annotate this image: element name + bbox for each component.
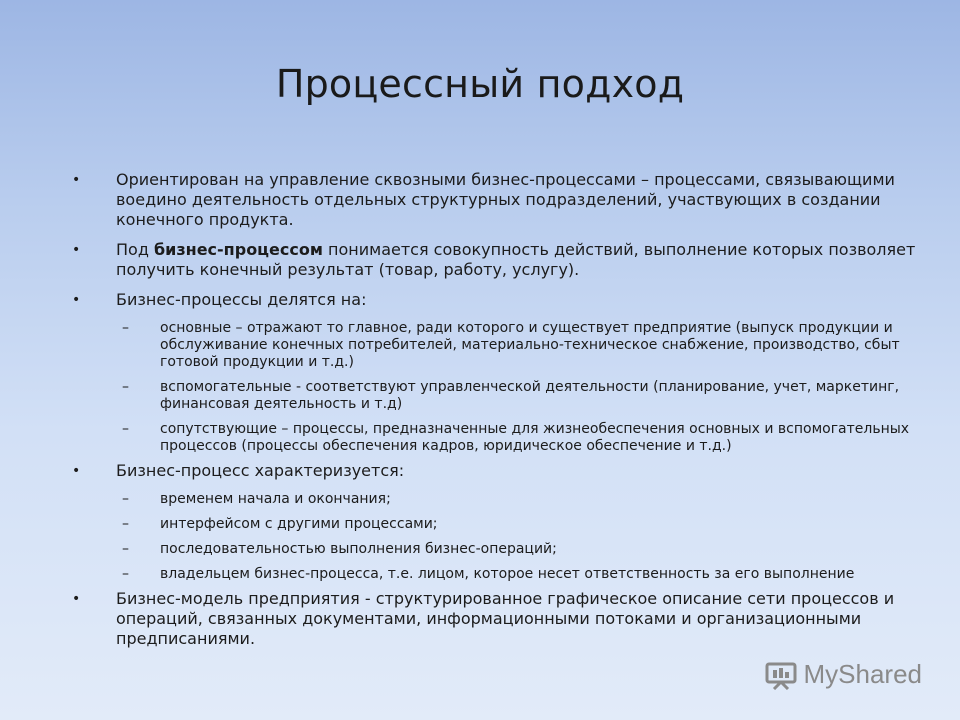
sub-bullet-dash: – [122, 421, 129, 437]
bullet-text-pre: Под [116, 240, 154, 259]
slide-title: Процессный подход [275, 62, 685, 106]
sub-bullet-text: владельцем бизнес-процесса, т.е. лицом, которое несет ответственность за его выполнение [160, 566, 855, 582]
sub-bullet-dash: – [122, 379, 129, 395]
bullet-1 [70, 170, 930, 230]
sub-bullet-dash: – [122, 516, 129, 532]
bullet-dot: • [72, 242, 81, 258]
sub-bullet [70, 491, 930, 508]
bullet-text: Бизнес-процессы делятся на: [116, 290, 367, 309]
bullet-dot: • [72, 172, 81, 188]
bullet-text: Бизнес-процесс характеризуется: [116, 461, 405, 480]
sub-bullet-text: временем начала и окончания; [160, 491, 391, 507]
sub-bullet-dash: – [122, 566, 129, 582]
bullet-dot: • [72, 591, 81, 607]
bullet-dot: • [72, 463, 81, 479]
slide-content [70, 170, 930, 659]
sub-bullet [70, 541, 930, 558]
bullet-4 [70, 461, 930, 481]
bullet-text: Бизнес-модель предприятия - структурированное графическое описание сети процессов и операций, связанных документами, информационными потоками и организационными предписаниями. [116, 589, 895, 648]
myshared-logo[interactable] [764, 659, 923, 690]
sub-bullet [70, 516, 930, 533]
sub-bullet [70, 379, 930, 413]
bullet-text-bold: бизнес-процессом [153, 240, 323, 259]
sub-bullet [70, 421, 930, 455]
bullet-dot: • [72, 292, 81, 308]
bullet-text-post: понимается совокупность действий, выполнение которых позволяет получить конечный результат (товар, работу, услугу). [116, 240, 916, 279]
sub-bullet-text: последовательностью выполнения бизнес-операций; [160, 541, 557, 557]
sub-bullet [70, 320, 930, 371]
bullet-2 [70, 240, 930, 280]
bullet-5 [70, 589, 930, 649]
sub-bullet-dash: – [122, 541, 129, 557]
sub-bullet-dash: – [122, 491, 129, 507]
sub-bullet-text: интерфейсом с другими процессами; [160, 516, 438, 532]
presentation-board-icon [764, 660, 798, 690]
sub-bullet [70, 566, 930, 583]
logo-text: MyShared [803, 659, 922, 689]
sub-bullet-text: основные – отражают то главное, ради которого и существует предприятие (выпуск продукции и обслуживание конечных потребителей, материально-техническое снабжение, производство, сбыт готовой продукции и т.д.) [160, 320, 900, 370]
sub-bullet-text: вспомогательные - соответствуют управленческой деятельности (планирование, учет, маркетинг, финансовая деятельность и т.д) [160, 379, 900, 412]
sub-bullet-text: сопутствующие – процессы, предназначенные для жизнеобеспечения основных и вспомогательных процессов (процессы обеспечения кадров, юридическое обеспечение и т.д.) [160, 421, 910, 454]
bullet-text: Ориентирован на управление сквозными бизнес-процессами – процессами, связывающими воедино деятельность отдельных структурных подразделений, участвующих в создании конечного продукта. [116, 170, 895, 229]
bullet-3 [70, 290, 930, 310]
sub-bullet-dash: – [122, 320, 129, 336]
